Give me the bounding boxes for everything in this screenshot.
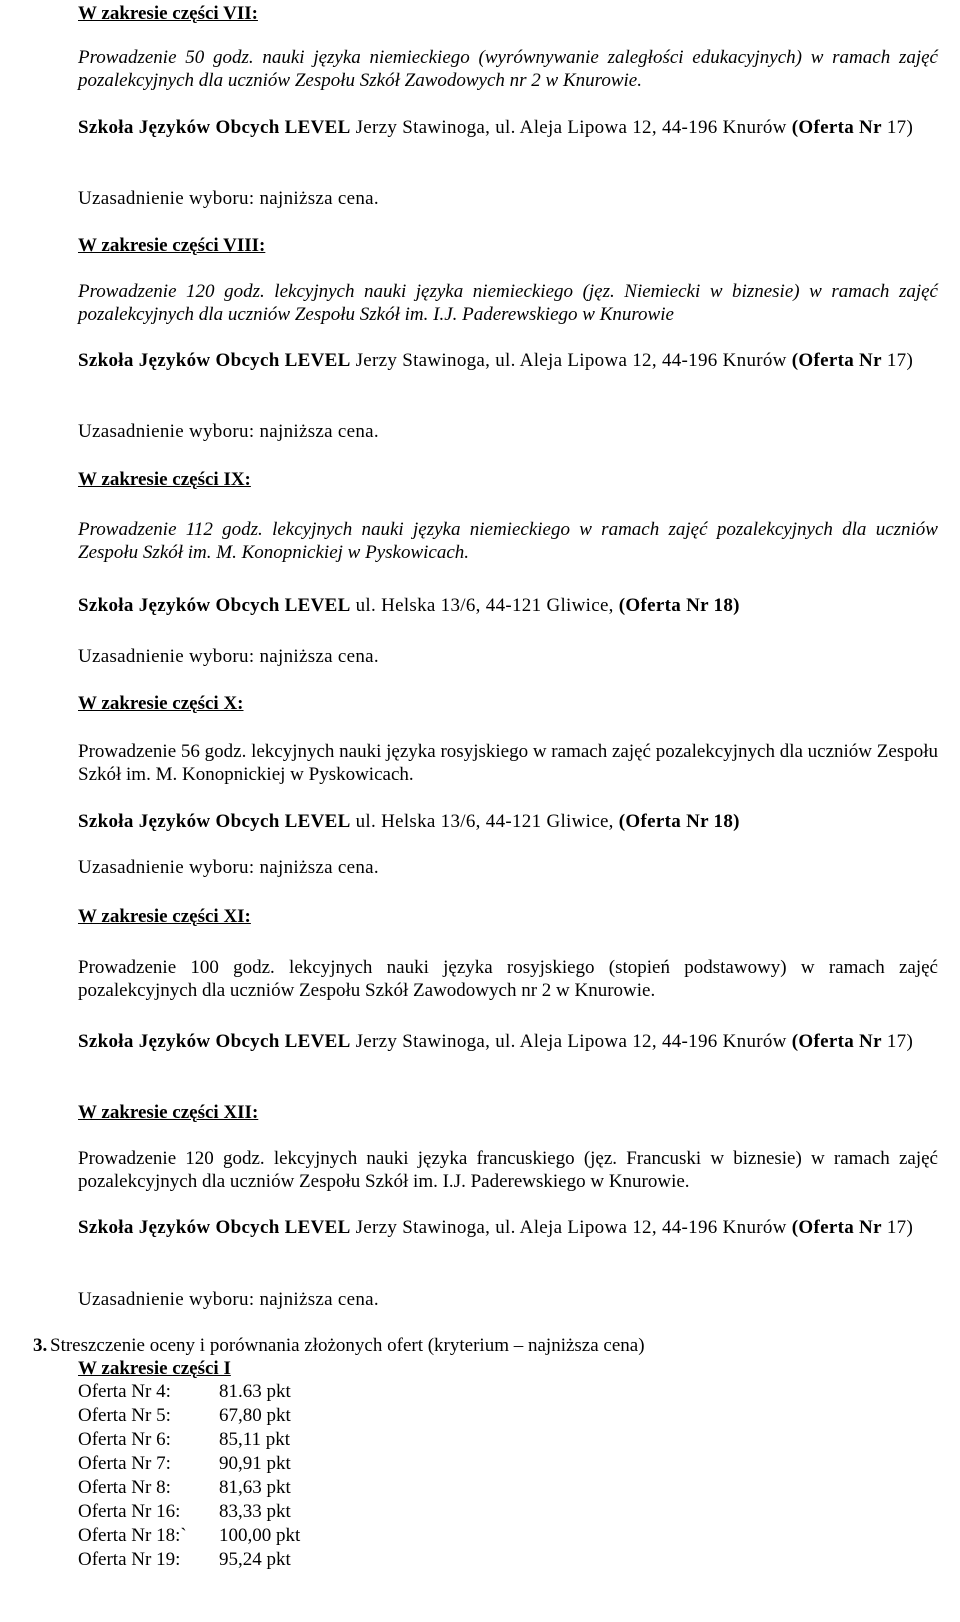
- score-value: 90,91 pkt: [219, 1453, 291, 1474]
- school-name: Szkoła Języków Obcych LEVEL: [78, 117, 351, 138]
- table-row: [78, 1428, 300, 1452]
- score-value: 95,24 pkt: [219, 1549, 291, 1570]
- table-row: [78, 1476, 300, 1500]
- section-justification-x: Uzasadnienie wyboru: najniższa cena.: [78, 857, 379, 878]
- section-heading-x: W zakresie części X:: [78, 693, 244, 714]
- section-school-x: [78, 810, 938, 833]
- offer-tail: 17): [881, 1217, 914, 1238]
- section-desc-xi: Prowadzenie 100 godz. lekcyjnych nauki języka rosyjskiego (stopień podstawowy) w ramach zajęć pozalekcyjnych dla uczniów Zespołu Szkół Zawodowych nr 2 w Knurowie.: [78, 957, 938, 1001]
- score-label: Oferta Nr 5:: [78, 1405, 171, 1426]
- section-justification-xii: Uzasadnienie wyboru: najniższa cena.: [78, 1289, 379, 1310]
- score-label: Oferta Nr 16:: [78, 1501, 181, 1522]
- school-name: Szkoła Języków Obcych LEVEL: [78, 1031, 351, 1052]
- table-row: [78, 1524, 300, 1548]
- section-heading-vii: W zakresie części VII:: [78, 3, 258, 24]
- offer-tail: 17): [881, 350, 914, 371]
- scores-list: [78, 1380, 938, 1572]
- offer-number: (Oferta Nr: [791, 350, 882, 371]
- scores-table: [78, 1380, 300, 1572]
- offer-number: (Oferta Nr: [791, 1217, 882, 1238]
- section-justification-viii: Uzasadnienie wyboru: najniższa cena.: [78, 421, 379, 442]
- table-row: [78, 1548, 300, 1572]
- score-value: 81.63 pkt: [219, 1381, 291, 1402]
- section-heading-xi: W zakresie części XI:: [78, 906, 251, 927]
- score-label: Oferta Nr 19:: [78, 1549, 181, 1570]
- offer-number: (Oferta Nr: [791, 117, 882, 138]
- school-name: Szkoła Języków Obcych LEVEL: [78, 811, 351, 832]
- score-label: Oferta Nr 4:: [78, 1381, 171, 1402]
- summary-heading: W zakresie części I: [78, 1358, 231, 1379]
- section-school-vii: [78, 116, 938, 139]
- section-heading-ix: W zakresie części IX:: [78, 469, 251, 490]
- offer-number: (Oferta Nr 18): [618, 595, 740, 616]
- summary-number: 3.: [33, 1335, 48, 1356]
- school-address: Jerzy Stawinoga, ul. Aleja Lipowa 12, 44-196 Knurów: [350, 350, 792, 371]
- section-desc-viii: Prowadzenie 120 godz. lekcyjnych nauki języka niemieckiego (jęz. Niemiecki w biznesie) w ramach zajęć pozalekcyjnych dla uczniów Zespołu Szkół im. I.J. Paderewskiego w Knurowie: [78, 281, 938, 325]
- section-desc-xii: Prowadzenie 120 godz. lekcyjnych nauki języka francuskiego (jęz. Francuski w biznesie) w ramach zajęć pozalekcyjnych dla uczniów Zespołu Szkół im. I.J. Paderewskiego w Knurowie.: [78, 1148, 938, 1192]
- school-address: Jerzy Stawinoga, ul. Aleja Lipowa 12, 44-196 Knurów: [350, 117, 792, 138]
- offer-number: (Oferta Nr 18): [618, 811, 740, 832]
- offer-tail: 17): [881, 117, 914, 138]
- section-heading-xii: W zakresie części XII:: [78, 1102, 259, 1123]
- section-school-ix: [78, 594, 938, 617]
- score-value: 81,63 pkt: [219, 1477, 291, 1498]
- section-school-xi: [78, 1030, 938, 1053]
- score-value: 100,00 pkt: [219, 1525, 301, 1546]
- section-school-viii: [78, 349, 938, 372]
- score-value: 83,33 pkt: [219, 1501, 291, 1522]
- section-desc-vii: Prowadzenie 50 godz. nauki języka niemieckiego (wyrównywanie zaległości edukacyjnych) w ramach zajęć pozalekcyjnych dla uczniów Zespołu Szkół Zawodowych nr 2 w Knurowie.: [78, 47, 938, 91]
- section-justification-ix: Uzasadnienie wyboru: najniższa cena.: [78, 646, 379, 667]
- school-name: Szkoła Języków Obcych LEVEL: [78, 350, 351, 371]
- offer-tail: 17): [881, 1031, 914, 1052]
- score-value: 85,11 pkt: [219, 1429, 291, 1450]
- section-justification-vii: Uzasadnienie wyboru: najniższa cena.: [78, 188, 379, 209]
- score-label: Oferta Nr 18:`: [78, 1525, 187, 1546]
- table-row: [78, 1500, 300, 1524]
- school-address: ul. Helska 13/6, 44-121 Gliwice,: [350, 595, 619, 616]
- section-desc-x: Prowadzenie 56 godz. lekcyjnych nauki języka rosyjskiego w ramach zajęć pozalekcyjnych dla uczniów Zespołu Szkół im. M. Konopnickiej w Pyskowicach.: [78, 741, 938, 785]
- school-address: Jerzy Stawinoga, ul. Aleja Lipowa 12, 44-196 Knurów: [350, 1217, 792, 1238]
- score-label: Oferta Nr 7:: [78, 1453, 171, 1474]
- table-row: [78, 1452, 300, 1476]
- score-label: Oferta Nr 6:: [78, 1429, 171, 1450]
- section-school-xii: [78, 1216, 938, 1239]
- section-desc-ix: Prowadzenie 112 godz. lekcyjnych nauki języka niemieckiego w ramach zajęć pozalekcyjnych dla uczniów Zespołu Szkół im. M. Konopnickiej w Pyskowicach.: [78, 519, 938, 563]
- score-label: Oferta Nr 8:: [78, 1477, 171, 1498]
- table-row: [78, 1404, 300, 1428]
- table-row: [78, 1380, 300, 1404]
- summary-title: Streszczenie oceny i porównania złożonych ofert (kryterium – najniższa cena): [50, 1335, 645, 1356]
- school-address: ul. Helska 13/6, 44-121 Gliwice,: [350, 811, 619, 832]
- school-name: Szkoła Języków Obcych LEVEL: [78, 1217, 351, 1238]
- school-name: Szkoła Języków Obcych LEVEL: [78, 595, 351, 616]
- section-heading-viii: W zakresie części VIII:: [78, 235, 266, 256]
- score-value: 67,80 pkt: [219, 1405, 291, 1426]
- school-address: Jerzy Stawinoga, ul. Aleja Lipowa 12, 44-196 Knurów: [350, 1031, 792, 1052]
- offer-number: (Oferta Nr: [791, 1031, 882, 1052]
